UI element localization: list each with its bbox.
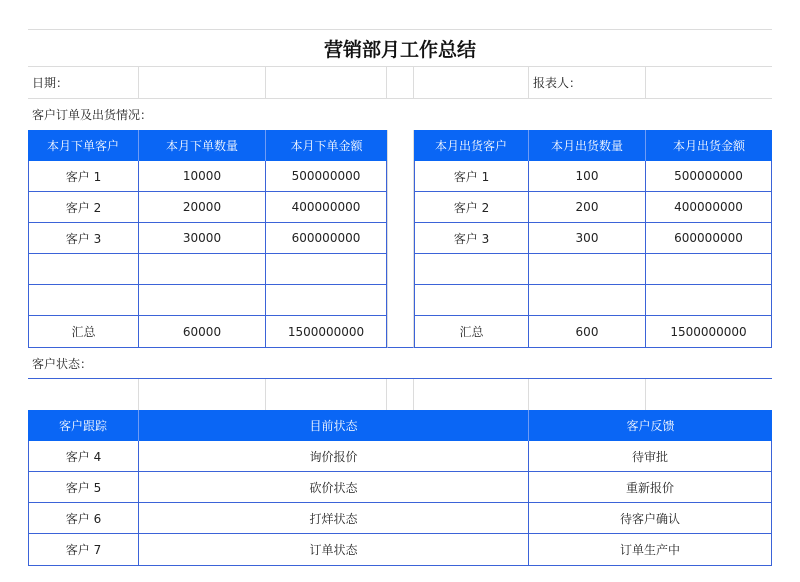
shipment-amount-cell[interactable]: 600000000 [646, 223, 772, 254]
status-current-cell[interactable]: 砍价状态 [139, 472, 529, 503]
table-gap [387, 285, 414, 316]
meta-row [28, 67, 772, 99]
order-customer-cell[interactable]: 客户 1 [28, 161, 139, 192]
table-row [28, 192, 772, 223]
shipment-customer-cell[interactable]: 客户 3 [414, 223, 529, 254]
empty-cell[interactable] [139, 379, 266, 410]
empty-cell[interactable] [387, 379, 414, 410]
order-total-quantity[interactable]: 60000 [139, 316, 266, 348]
empty-cell[interactable] [529, 285, 646, 316]
status-customer-cell[interactable]: 客户 6 [28, 503, 139, 534]
table-gap [387, 316, 414, 348]
empty-cell[interactable] [529, 379, 646, 410]
empty-cell[interactable] [646, 379, 772, 410]
table-row [28, 285, 772, 316]
shipment-customer-cell[interactable]: 客户 2 [414, 192, 529, 223]
table-gap [387, 192, 414, 223]
status-header-feedback: 客户反馈 [529, 410, 772, 441]
shipments-header-quantity: 本月出货数量 [529, 130, 646, 161]
status-feedback-cell[interactable]: 待客户确认 [529, 503, 772, 534]
empty-cell[interactable] [139, 285, 266, 316]
orders-header-row [28, 130, 772, 161]
orders-header-amount: 本月下单金额 [266, 130, 387, 161]
table-gap [387, 254, 414, 285]
table-gap [387, 161, 414, 192]
orders-header-quantity: 本月下单数量 [139, 130, 266, 161]
table-row [28, 223, 772, 254]
empty-cell[interactable] [139, 254, 266, 285]
shipment-quantity-cell[interactable]: 300 [529, 223, 646, 254]
orders-section-row [28, 99, 772, 130]
order-customer-cell[interactable]: 客户 3 [28, 223, 139, 254]
order-amount-cell[interactable]: 500000000 [266, 161, 387, 192]
shipment-total-quantity[interactable]: 600 [529, 316, 646, 348]
status-current-cell[interactable]: 订单状态 [139, 534, 529, 566]
shipment-amount-cell[interactable]: 400000000 [646, 192, 772, 223]
shipment-quantity-cell[interactable]: 100 [529, 161, 646, 192]
status-current-cell[interactable]: 打烊状态 [139, 503, 529, 534]
empty-cell[interactable] [266, 254, 387, 285]
empty-cell[interactable] [414, 285, 529, 316]
status-header-row [28, 410, 772, 441]
empty-cell[interactable] [28, 379, 139, 410]
shipments-header-customer: 本月出货客户 [414, 130, 529, 161]
status-section-row [28, 348, 772, 379]
table-row [28, 472, 772, 503]
empty-cell[interactable] [266, 285, 387, 316]
table-gap [387, 223, 414, 254]
order-quantity-cell[interactable]: 20000 [139, 192, 266, 223]
table-gap [387, 130, 414, 161]
orders-section-label: 客户订单及出货情况： [32, 108, 153, 122]
status-current-cell[interactable]: 询价报价 [139, 441, 529, 472]
table-row [28, 534, 772, 566]
status-feedback-cell[interactable]: 待审批 [529, 441, 772, 472]
shipment-total-label[interactable]: 汇总 [414, 316, 529, 348]
table-row [28, 161, 772, 192]
title-row [28, 30, 772, 67]
status-customer-cell[interactable]: 客户 5 [28, 472, 139, 503]
shipment-quantity-cell[interactable]: 200 [529, 192, 646, 223]
shipment-total-amount[interactable]: 1500000000 [646, 316, 772, 348]
shipments-header-amount: 本月出货金额 [646, 130, 772, 161]
totals-row [28, 316, 772, 348]
shipment-customer-cell[interactable]: 客户 1 [414, 161, 529, 192]
status-header-current: 目前状态 [139, 410, 529, 441]
page-title: 营销部月工作总结 [323, 38, 476, 61]
status-customer-cell[interactable]: 客户 7 [28, 534, 139, 566]
order-quantity-cell[interactable]: 30000 [139, 223, 266, 254]
empty-cell[interactable] [646, 254, 772, 285]
empty-cell[interactable] [414, 67, 529, 99]
empty-cell[interactable] [646, 285, 772, 316]
order-total-amount[interactable]: 1500000000 [266, 316, 387, 348]
date-value-cell[interactable] [139, 67, 266, 99]
status-feedback-cell[interactable]: 订单生产中 [529, 534, 772, 566]
reporter-label: 报表人： [529, 67, 646, 99]
order-amount-cell[interactable]: 600000000 [266, 223, 387, 254]
table-row [28, 503, 772, 534]
status-customer-cell[interactable]: 客户 4 [28, 441, 139, 472]
status-section-label: 客户状态： [28, 348, 772, 379]
empty-cell[interactable] [266, 379, 387, 410]
order-total-label[interactable]: 汇总 [28, 316, 139, 348]
order-amount-cell[interactable]: 400000000 [266, 192, 387, 223]
table-row [28, 441, 772, 472]
empty-cell[interactable] [414, 379, 529, 410]
empty-cell[interactable] [529, 254, 646, 285]
status-feedback-cell[interactable]: 重新报价 [529, 472, 772, 503]
empty-cell[interactable] [28, 285, 139, 316]
date-label: 日期： [28, 67, 139, 99]
reporter-value-cell[interactable] [646, 67, 772, 99]
shipment-amount-cell[interactable]: 500000000 [646, 161, 772, 192]
empty-cell[interactable] [28, 254, 139, 285]
empty-cell[interactable] [266, 67, 387, 99]
orders-header-customer: 本月下单客户 [28, 130, 139, 161]
empty-cell[interactable] [414, 254, 529, 285]
spacer-row [28, 379, 772, 410]
order-customer-cell[interactable]: 客户 2 [28, 192, 139, 223]
empty-cell[interactable] [387, 67, 414, 99]
table-row [28, 254, 772, 285]
order-quantity-cell[interactable]: 10000 [139, 161, 266, 192]
status-header-tracking: 客户跟踪 [28, 410, 139, 441]
